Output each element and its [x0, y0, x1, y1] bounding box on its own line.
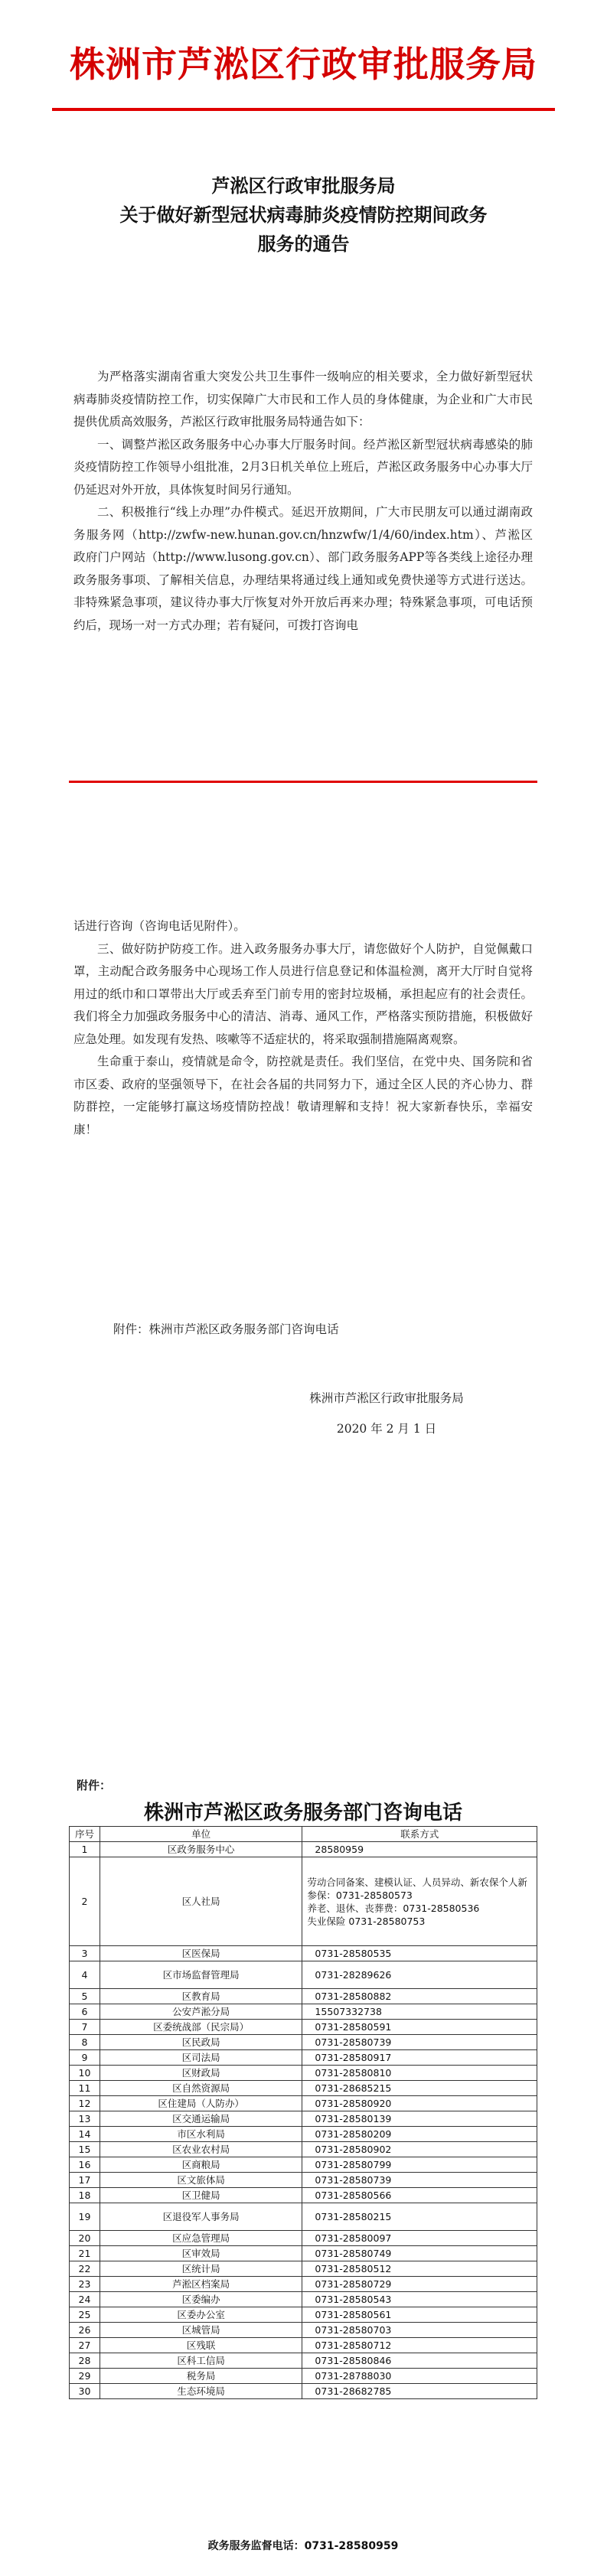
cell-contact: 0731-28580703	[302, 2323, 537, 2338]
title-line-3: 服务的通告	[257, 233, 350, 255]
cell-contact: 0731-28580591	[302, 2020, 537, 2035]
table-row	[70, 2323, 537, 2338]
cell-unit: 区自然资源局	[100, 2081, 302, 2096]
cell-contact: 0731-28580882	[302, 1989, 537, 2004]
cell-contact: 0731-28580712	[302, 2338, 537, 2353]
cell-unit: 区应急管理局	[100, 2231, 302, 2246]
cell-no: 28	[70, 2353, 100, 2369]
cell-contact: 0731-28580543	[302, 2292, 537, 2307]
cell-no: 21	[70, 2246, 100, 2261]
attachment-reference: 附件：株洲市芦淞区政务服务部门咨询电话	[113, 1322, 339, 1336]
table-row	[70, 2111, 537, 2127]
cell-contact: 0731-28580512	[302, 2261, 537, 2277]
table-row	[70, 2142, 537, 2157]
cell-no: 5	[70, 1989, 100, 2004]
cell-unit: 税务局	[100, 2369, 302, 2384]
table-row	[70, 2369, 537, 2384]
table-row	[70, 2338, 537, 2353]
table-row	[70, 1946, 537, 1961]
cell-contact: 0731-28580739	[302, 2035, 537, 2050]
cell-unit: 生态环境局	[100, 2384, 302, 2399]
cell-no: 24	[70, 2292, 100, 2307]
table-row	[70, 2081, 537, 2096]
table-row	[70, 2307, 537, 2323]
cell-contact: 0731-28580209	[302, 2127, 537, 2142]
cell-contact: 0731-28580215	[302, 2203, 537, 2231]
cell-contact: 0731-28580535	[302, 1946, 537, 1961]
cell-unit: 区市场监督管理局	[100, 1961, 302, 1989]
table-row	[70, 2261, 537, 2277]
cell-contact: 0731-28580846	[302, 2353, 537, 2369]
supervision-hotline: 政务服务监督电话：0731-28580959	[207, 2540, 399, 2552]
page-break-divider	[69, 781, 537, 783]
table-row	[70, 2353, 537, 2369]
table-row	[70, 1989, 537, 2004]
cell-no: 30	[70, 2384, 100, 2399]
cell-no: 7	[70, 2020, 100, 2035]
contact-line: 养老、退休、丧葬费：0731-28580536	[307, 1902, 480, 1914]
cell-unit: 区医保局	[100, 1946, 302, 1961]
contacts-table	[69, 1826, 537, 2399]
cell-no: 19	[70, 2203, 100, 2231]
cell-unit: 区卫健局	[100, 2188, 302, 2203]
cell-contact: 0731-28682785	[302, 2384, 537, 2399]
cell-unit: 区残联	[100, 2338, 302, 2353]
table-row	[70, 2173, 537, 2188]
cell-unit: 市区水利局	[100, 2127, 302, 2142]
contact-line: 劳动合同备案、建模认证、人员异动、新农保个人新参保：0731-28580573	[307, 1876, 527, 1901]
masthead-divider	[52, 108, 555, 111]
cell-no: 11	[70, 2081, 100, 2096]
cell-no: 20	[70, 2231, 100, 2246]
table-row	[70, 2231, 537, 2246]
cell-unit: 区城管局	[100, 2323, 302, 2338]
cell-no: 17	[70, 2173, 100, 2188]
table-row	[70, 2066, 537, 2081]
title-line-2: 关于做好新型冠状病毒肺炎疫情防控期间政务	[119, 204, 488, 226]
cell-contact: 0731-28580561	[302, 2307, 537, 2323]
cell-no: 15	[70, 2142, 100, 2157]
cell-unit: 区委办公室	[100, 2307, 302, 2323]
cell-no: 29	[70, 2369, 100, 2384]
cell-unit: 区委编办	[100, 2292, 302, 2307]
cell-no: 2	[70, 1857, 100, 1946]
table-row	[70, 2127, 537, 2142]
cell-unit: 区民政局	[100, 2035, 302, 2050]
cell-unit: 区文旅体局	[100, 2173, 302, 2188]
header-no: 序号	[70, 1827, 100, 1842]
cell-contact: 0731-28580566	[302, 2188, 537, 2203]
cell-unit: 区商粮局	[100, 2157, 302, 2173]
table-row	[70, 2035, 537, 2050]
cell-unit: 区教育局	[100, 1989, 302, 2004]
cell-unit: 区司法局	[100, 2050, 302, 2066]
cell-contact	[302, 1857, 537, 1946]
cell-contact: 0731-28580917	[302, 2050, 537, 2066]
cell-no: 22	[70, 2261, 100, 2277]
cell-contact: 0731-28580920	[302, 2096, 537, 2111]
cell-contact: 0731-28788030	[302, 2369, 537, 2384]
cell-contact: 0731-28580139	[302, 2111, 537, 2127]
cell-contact: 0731-28580739	[302, 2173, 537, 2188]
cell-no: 14	[70, 2127, 100, 2142]
cell-unit: 区人社局	[100, 1857, 302, 1946]
table-row	[70, 2096, 537, 2111]
cell-unit: 公安芦淞分局	[100, 2004, 302, 2020]
masthead-title: 株洲市芦淞区行政审批服务局	[70, 44, 537, 85]
cell-unit: 区退役军人事务局	[100, 2203, 302, 2231]
cell-unit: 芦淞区档案局	[100, 2277, 302, 2292]
cell-unit: 区统计局	[100, 2261, 302, 2277]
cell-no: 13	[70, 2111, 100, 2127]
document-title	[69, 171, 538, 259]
cell-contact: 0731-28685215	[302, 2081, 537, 2096]
table-row	[70, 2246, 537, 2261]
table-row	[70, 1842, 537, 1857]
cell-no: 1	[70, 1842, 100, 1857]
cell-contact: 0731-28580799	[302, 2157, 537, 2173]
table-header-row	[70, 1827, 537, 1842]
cell-no: 27	[70, 2338, 100, 2353]
paragraph-item-1: 一、调整芦淞区政务服务中心办事大厅服务时间。经芦淞区新型冠状病毒感染的肺炎疫情防控工作领导小组批准，2月3日机关单位上班后，芦淞区政务服务中心办事大厅仍延迟对外开放，具体恢复时间另行通知。	[73, 437, 533, 497]
table-row	[70, 2050, 537, 2066]
table-row	[70, 2203, 537, 2231]
cell-no: 26	[70, 2323, 100, 2338]
table-row	[70, 2157, 537, 2173]
cell-no: 12	[70, 2096, 100, 2111]
contact-line: 失业保险 0731-28580753	[307, 1915, 426, 1927]
table-row	[70, 2277, 537, 2292]
cell-contact: 28580959	[302, 1842, 537, 1857]
table-row	[70, 2292, 537, 2307]
cell-unit: 区财政局	[100, 2066, 302, 2081]
cell-contact: 0731-28580097	[302, 2231, 537, 2246]
table-title: 株洲市芦淞区政务服务部门咨询电话	[143, 1802, 462, 1824]
signature-date: 2020 年 2 月 1 日	[336, 1422, 437, 1436]
cell-contact: 0731-28580749	[302, 2246, 537, 2261]
table-row	[70, 2384, 537, 2399]
cell-no: 16	[70, 2157, 100, 2173]
cell-unit: 区农业农村局	[100, 2142, 302, 2157]
cell-no: 6	[70, 2004, 100, 2020]
cell-contact: 0731-28580902	[302, 2142, 537, 2157]
cell-no: 18	[70, 2188, 100, 2203]
cell-contact: 0731-28289626	[302, 1961, 537, 1989]
notice-body-page1	[73, 366, 533, 637]
cell-unit: 区交通运输局	[100, 2111, 302, 2127]
table-row	[70, 1961, 537, 1989]
cell-no: 3	[70, 1946, 100, 1961]
cell-unit: 区政务服务中心	[100, 1842, 302, 1857]
paragraph-item-2: 二、积极推行“线上办理”办件模式。延迟开放期间，广大市民朋友可以通过湖南政务服务网（http://zwfw-new.hunan.gov.cn/hnzwfw/1/4/60/index.htm）、芦淞区政府门户网站（http://www.lusong.gov.cn）、部门政务服务APP等各类线上途径办理政务服务事项、了解相关信息，办理结果将通过线上通知或免费快递等方式进行送达。非特殊紧急事项，建议待办事大厅恢复对外开放后再来办理；特殊紧急事项，可电话预约后，现场一对一方式办理；若有疑问，可拨打咨询电	[73, 505, 533, 632]
cell-no: 25	[70, 2307, 100, 2323]
cell-no: 9	[70, 2050, 100, 2066]
paragraph-continued: 话进行咨询（咨询电话见附件）。	[73, 919, 246, 933]
cell-no: 4	[70, 1961, 100, 1989]
attachment-label: 附件：	[77, 1779, 112, 1792]
title-line-1: 芦淞区行政审批服务局	[211, 174, 396, 197]
paragraph-intro: 为严格落实湖南省重大突发公共卫生事件一级响应的相关要求，全力做好新型冠状病毒肺炎疫情防控工作，切实保障广大市民和工作人员的身体健康，为企业和广大市民提供优质高效服务，芦淞区行政审批服务局特通告如下：	[73, 370, 533, 429]
signature-organization: 株洲市芦淞区行政审批服务局	[309, 1391, 464, 1405]
header-unit: 单位	[100, 1827, 302, 1842]
table-row	[70, 2020, 537, 2035]
cell-unit: 区审效局	[100, 2246, 302, 2261]
header-contact: 联系方式	[302, 1827, 537, 1842]
notice-body-page2	[73, 915, 533, 1141]
table-row	[70, 2188, 537, 2203]
cell-unit: 区科工信局	[100, 2353, 302, 2369]
paragraph-item-3: 三、做好防护防疫工作。进入政务服务办事大厅，请您做好个人防护，自觉佩戴口罩，主动配合政务服务中心现场工作人员进行信息登记和体温检测，离开大厅时自觉将用过的纸巾和口罩带出大厅或丢弃至门前专用的密封垃圾桶，承担起应有的社会责任。我们将全力加强政务服务中心的清洁、消毒、通风工作，严格落实预防措施，积极做好应急处理。如发现有发热、咳嗽等不适症状的，将采取强制措施隔离观察。	[73, 941, 533, 1046]
cell-contact: 0731-28580810	[302, 2066, 537, 2081]
cell-unit: 区委统战部（民宗局）	[100, 2020, 302, 2035]
cell-unit: 区住建局（人防办）	[100, 2096, 302, 2111]
table-row	[70, 1857, 537, 1946]
table-row	[70, 2004, 537, 2020]
paragraph-closing: 生命重于泰山，疫情就是命令，防控就是责任。我们坚信，在党中央、国务院和省市区委、政府的坚强领导下，在社会各届的共同努力下，通过全区人民的齐心协力、群防群控，一定能够打赢这场疫情防控战！敬请理解和支持！祝大家新春快乐，幸福安康！	[73, 1055, 533, 1136]
cell-no: 10	[70, 2066, 100, 2081]
cell-no: 23	[70, 2277, 100, 2292]
cell-contact: 0731-28580729	[302, 2277, 537, 2292]
cell-contact: 15507332738	[302, 2004, 537, 2020]
cell-no: 8	[70, 2035, 100, 2050]
